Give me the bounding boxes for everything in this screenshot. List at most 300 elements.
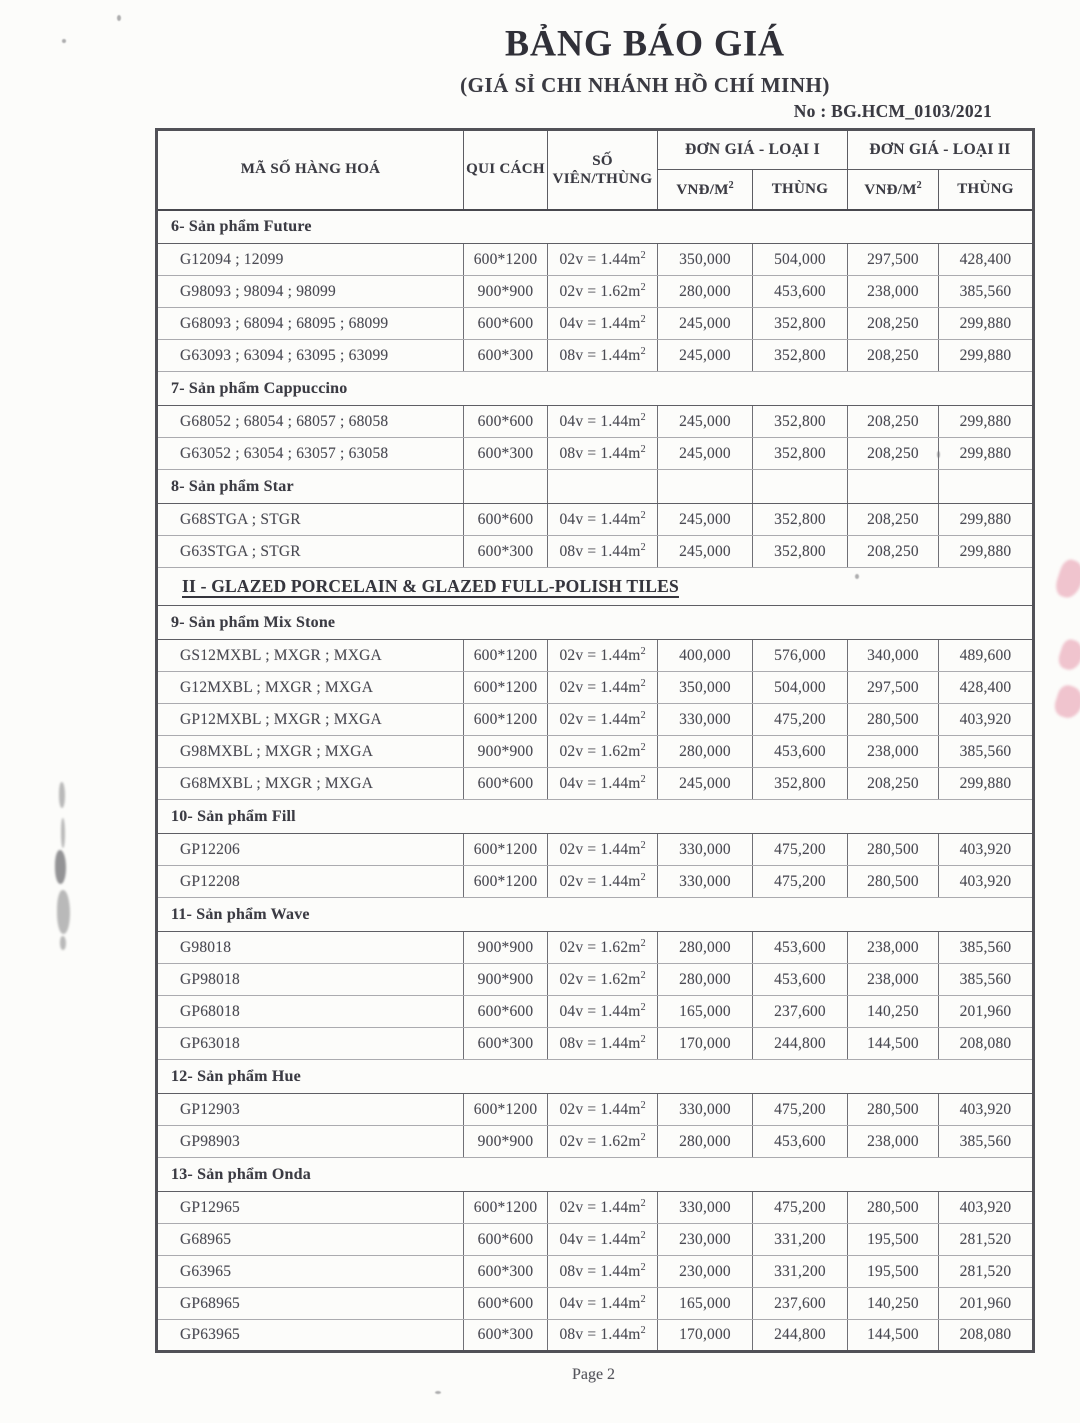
pieces-value: 08v = 1.44m (559, 1326, 641, 1344)
price-type1-box-cell: 331,200 (753, 1256, 848, 1288)
pieces-value: 02v = 1.44m (559, 647, 641, 665)
price-type2-m2-cell: 208,250 (848, 438, 939, 470)
pieces-value: 02v = 1.44m (559, 841, 641, 859)
price-type1-box-cell: 352,800 (753, 768, 848, 800)
price-type2-m2-cell: 144,500 (848, 1028, 939, 1060)
price-type2-box-cell: 281,520 (939, 1256, 1034, 1288)
table-row (157, 1288, 1034, 1320)
pieces-value: 08v = 1.44m (559, 347, 641, 365)
superscript-2: 2 (640, 871, 646, 883)
table-row (157, 996, 1034, 1028)
spec-cell: 600*1200 (464, 244, 548, 276)
spec-cell: 600*300 (464, 340, 548, 372)
superscript-2: 2 (640, 677, 646, 689)
pieces-value: 08v = 1.44m (559, 1263, 641, 1281)
pieces-value: 02v = 1.62m (559, 283, 641, 301)
table-row (157, 438, 1034, 470)
table-row (157, 640, 1034, 672)
price-type2-m2-cell: 280,500 (848, 1094, 939, 1126)
section-label-cell (157, 898, 1034, 932)
pieces-cell (548, 276, 658, 308)
superscript-2: 2 (640, 1229, 646, 1241)
superscript-2: 2 (640, 281, 646, 293)
pieces-cell (548, 340, 658, 372)
pieces-value: 04v = 1.44m (559, 775, 641, 793)
section-row (157, 568, 1034, 606)
price-type2-box-cell: 403,920 (939, 1192, 1034, 1224)
product-code-cell: GP12206 (157, 834, 464, 866)
price-type2-box-cell: 299,880 (939, 536, 1034, 568)
price-table-body (157, 210, 1034, 1352)
price-type1-m2-cell: 330,000 (658, 834, 753, 866)
table-row (157, 704, 1034, 736)
pieces-cell (548, 1224, 658, 1256)
price-type1-m2-cell: 350,000 (658, 672, 753, 704)
section-row (157, 210, 1034, 244)
price-type1-box-cell: 475,200 (753, 704, 848, 736)
price-type2-box-cell: 385,560 (939, 964, 1034, 996)
unit-label: VNĐ/M (676, 181, 729, 198)
price-type2-box-cell: 299,880 (939, 308, 1034, 340)
price-type1-box-cell: 352,800 (753, 340, 848, 372)
price-type1-box-cell: 475,200 (753, 1192, 848, 1224)
price-type1-box-cell: 453,600 (753, 276, 848, 308)
table-row (157, 1028, 1034, 1060)
product-code-cell: G63965 (157, 1256, 464, 1288)
pieces-value: 04v = 1.44m (559, 315, 641, 333)
price-type2-m2-cell: 238,000 (848, 736, 939, 768)
pieces-header-line2: VIÊN/THÙNG (552, 170, 653, 187)
product-code-cell: G63STGA ; STGR (157, 536, 464, 568)
spec-cell: 600*300 (464, 536, 548, 568)
superscript-2: 2 (640, 969, 646, 981)
price-type2-box-cell: 299,880 (939, 438, 1034, 470)
price-type2-m2-cell: 238,000 (848, 1126, 939, 1158)
pieces-cell (548, 1256, 658, 1288)
superscript-2: 2 (640, 839, 646, 851)
scan-smudge (61, 818, 65, 848)
price-type2-box-cell: 385,560 (939, 736, 1034, 768)
spec-cell: 600*1200 (464, 1192, 548, 1224)
price-type2-m2-cell: 280,500 (848, 704, 939, 736)
superscript-2: 2 (640, 249, 646, 261)
col-header-box-type2: THÙNG (939, 170, 1034, 210)
product-code-cell: GP98903 (157, 1126, 464, 1158)
pieces-value: 08v = 1.44m (559, 1035, 641, 1053)
pieces-cell (548, 736, 658, 768)
superscript-2: 2 (640, 1293, 646, 1305)
pieces-cell (548, 406, 658, 438)
product-code-cell: GP68965 (157, 1288, 464, 1320)
price-type1-box-cell: 237,600 (753, 996, 848, 1028)
product-code-cell: GP63018 (157, 1028, 464, 1060)
scan-smudge (57, 890, 70, 934)
section-label-text: 7- Sản phẩm Cappuccino (171, 379, 348, 397)
superscript-2: 2 (640, 541, 646, 553)
price-type1-m2-cell: 330,000 (658, 1094, 753, 1126)
price-type1-box-cell: 453,600 (753, 736, 848, 768)
pieces-cell (548, 1028, 658, 1060)
price-type2-m2-cell: 208,250 (848, 308, 939, 340)
product-code-cell: G12MXBL ; MXGR ; MXGA (157, 672, 464, 704)
section-label-cell (157, 800, 1034, 834)
section-row (157, 372, 1034, 406)
price-type2-m2-cell: 144,500 (848, 1320, 939, 1352)
empty-cell (753, 470, 848, 504)
table-row (157, 536, 1034, 568)
superscript-2: 2 (640, 1033, 646, 1045)
table-row (157, 768, 1034, 800)
price-type2-box-cell: 201,960 (939, 1288, 1034, 1320)
spec-cell: 600*1200 (464, 704, 548, 736)
spec-cell: 600*600 (464, 406, 548, 438)
col-header-vnd-per-m2-type2 (848, 170, 939, 210)
pieces-value: 08v = 1.44m (559, 543, 641, 561)
superscript-2: 2 (916, 179, 922, 191)
product-code-cell: G12094 ; 12099 (157, 244, 464, 276)
pieces-cell (548, 996, 658, 1028)
scan-pink-mark (1056, 637, 1080, 672)
page-number: Page 2 (571, 1366, 616, 1383)
col-group-unit-price-type2: ĐƠN GIÁ - LOẠI II (848, 130, 1034, 170)
pieces-cell (548, 964, 658, 996)
section-label-text: 12- Sản phẩm Hue (171, 1067, 301, 1085)
col-group-unit-price-type1: ĐƠN GIÁ - LOẠI I (658, 130, 848, 170)
section-row (157, 606, 1034, 640)
unit-label: VNĐ/M (864, 181, 917, 198)
pieces-header-line1: SỐ (592, 152, 613, 169)
section-label-text: 10- Sản phẩm Fill (171, 807, 296, 825)
product-code-cell: G68093 ; 68094 ; 68095 ; 68099 (157, 308, 464, 340)
price-type1-box-cell: 237,600 (753, 1288, 848, 1320)
spec-cell: 600*1200 (464, 672, 548, 704)
section-label-text: 13- Sản phẩm Onda (171, 1165, 311, 1183)
page-title: BẢNG BÁO GIÁ (504, 22, 786, 64)
scan-smudge (60, 936, 66, 950)
superscript-2: 2 (640, 509, 646, 521)
pieces-value: 02v = 1.44m (559, 1101, 641, 1119)
price-type1-m2-cell: 170,000 (658, 1320, 753, 1352)
price-type1-box-cell: 331,200 (753, 1224, 848, 1256)
scan-speck (117, 15, 121, 21)
product-code-cell: G98093 ; 98094 ; 98099 (157, 276, 464, 308)
price-type1-box-cell: 475,200 (753, 866, 848, 898)
pieces-cell (548, 244, 658, 276)
price-type2-box-cell: 299,880 (939, 768, 1034, 800)
table-row (157, 1224, 1034, 1256)
price-type1-m2-cell: 245,000 (658, 308, 753, 340)
pieces-cell (548, 672, 658, 704)
price-type1-box-cell: 576,000 (753, 640, 848, 672)
spec-cell: 900*900 (464, 964, 548, 996)
price-type1-m2-cell: 400,000 (658, 640, 753, 672)
scan-pink-mark (1052, 683, 1080, 721)
product-code-cell: GP12MXBL ; MXGR ; MXGA (157, 704, 464, 736)
section-label-cell (157, 1158, 1034, 1192)
price-type2-m2-cell: 140,250 (848, 996, 939, 1028)
product-code-cell: GS12MXBL ; MXGR ; MXGA (157, 640, 464, 672)
col-header-product-code: MÃ SỐ HÀNG HOÁ (157, 130, 464, 210)
table-row (157, 1094, 1034, 1126)
scan-speck (435, 1391, 441, 1394)
table-row (157, 1126, 1034, 1158)
scan-pink-mark (1053, 557, 1080, 601)
product-code-cell: G98MXBL ; MXGR ; MXGA (157, 736, 464, 768)
price-table-wrapper (155, 128, 1032, 1353)
pieces-cell (548, 536, 658, 568)
section-label-text: 11- Sản phẩm Wave (171, 905, 310, 923)
price-type2-m2-cell: 140,250 (848, 1288, 939, 1320)
spec-cell: 600*600 (464, 768, 548, 800)
col-header-box-type1: THÙNG (753, 170, 848, 210)
price-type2-m2-cell: 297,500 (848, 672, 939, 704)
price-type1-box-cell: 504,000 (753, 672, 848, 704)
col-header-spec: QUI CÁCH (464, 130, 548, 210)
price-type1-box-cell: 244,800 (753, 1320, 848, 1352)
spec-cell: 600*300 (464, 438, 548, 470)
section-label-cell (157, 372, 1034, 406)
pieces-cell (548, 438, 658, 470)
price-type2-box-cell: 299,880 (939, 504, 1034, 536)
price-type2-m2-cell: 208,250 (848, 768, 939, 800)
spec-cell: 600*300 (464, 1028, 548, 1060)
price-type1-m2-cell: 280,000 (658, 932, 753, 964)
superscript-2: 2 (640, 1197, 646, 1209)
pieces-value: 02v = 1.44m (559, 873, 641, 891)
price-type1-box-cell: 352,800 (753, 504, 848, 536)
table-row (157, 672, 1034, 704)
price-type1-box-cell: 352,800 (753, 536, 848, 568)
price-type2-box-cell: 428,400 (939, 244, 1034, 276)
superscript-2: 2 (640, 1261, 646, 1273)
superscript-2: 2 (728, 179, 734, 191)
price-type1-box-cell: 453,600 (753, 932, 848, 964)
product-code-cell: G63093 ; 63094 ; 63095 ; 63099 (157, 340, 464, 372)
price-type1-box-cell: 352,800 (753, 438, 848, 470)
section-row (157, 1060, 1034, 1094)
empty-cell (848, 470, 939, 504)
product-code-cell: GP68018 (157, 996, 464, 1028)
section-row (157, 800, 1034, 834)
spec-cell: 900*900 (464, 276, 548, 308)
price-type1-m2-cell: 350,000 (658, 244, 753, 276)
spec-cell: 600*600 (464, 1288, 548, 1320)
empty-cell (548, 470, 658, 504)
price-type1-m2-cell: 330,000 (658, 866, 753, 898)
table-row (157, 834, 1034, 866)
table-row (157, 308, 1034, 340)
price-type2-m2-cell: 208,250 (848, 340, 939, 372)
price-type1-box-cell: 244,800 (753, 1028, 848, 1060)
price-type2-box-cell: 489,600 (939, 640, 1034, 672)
superscript-2: 2 (640, 1099, 646, 1111)
scan-smudge (59, 782, 65, 808)
price-table (155, 128, 1035, 1353)
spec-cell: 900*900 (464, 932, 548, 964)
table-row (157, 736, 1034, 768)
price-type2-box-cell: 403,920 (939, 704, 1034, 736)
section-label-cell: 8- Sản phẩm Star (157, 470, 464, 504)
table-row (157, 244, 1034, 276)
pieces-cell (548, 704, 658, 736)
table-row (157, 406, 1034, 438)
pieces-value: 02v = 1.44m (559, 679, 641, 697)
price-type2-box-cell: 299,880 (939, 406, 1034, 438)
pieces-value: 02v = 1.44m (559, 251, 641, 269)
price-type1-m2-cell: 280,000 (658, 736, 753, 768)
product-code-cell: G63052 ; 63054 ; 63057 ; 63058 (157, 438, 464, 470)
pieces-cell (548, 1320, 658, 1352)
superscript-2: 2 (640, 1131, 646, 1143)
price-type2-box-cell: 385,560 (939, 932, 1034, 964)
superscript-2: 2 (640, 1325, 646, 1337)
pieces-cell (548, 1288, 658, 1320)
price-type1-m2-cell: 170,000 (658, 1028, 753, 1060)
price-type1-m2-cell: 230,000 (658, 1256, 753, 1288)
price-type2-box-cell: 428,400 (939, 672, 1034, 704)
section-label-text: 6- Sản phẩm Future (171, 217, 312, 235)
pieces-value: 02v = 1.62m (559, 1133, 641, 1151)
pieces-cell (548, 1094, 658, 1126)
price-type2-m2-cell: 297,500 (848, 244, 939, 276)
product-code-cell: GP12208 (157, 866, 464, 898)
price-type1-box-cell: 475,200 (753, 834, 848, 866)
pieces-cell (548, 1126, 658, 1158)
price-type1-m2-cell: 280,000 (658, 1126, 753, 1158)
price-type2-m2-cell: 208,250 (848, 504, 939, 536)
price-type2-m2-cell: 208,250 (848, 406, 939, 438)
document-number: No : BG.HCM_0103/2021 (793, 101, 992, 121)
pieces-cell (548, 866, 658, 898)
spec-cell: 600*1200 (464, 1094, 548, 1126)
price-type1-m2-cell: 245,000 (658, 340, 753, 372)
price-type2-m2-cell: 238,000 (848, 276, 939, 308)
spec-cell: 600*600 (464, 996, 548, 1028)
section-label-cell (157, 1060, 1034, 1094)
price-type1-box-cell: 352,800 (753, 406, 848, 438)
section-label-cell (157, 606, 1034, 640)
pieces-value: 04v = 1.44m (559, 511, 641, 529)
price-type1-box-cell: 475,200 (753, 1094, 848, 1126)
section-label-cell (157, 210, 1034, 244)
pieces-cell (548, 640, 658, 672)
product-code-cell: G68MXBL ; MXGR ; MXGA (157, 768, 464, 800)
spec-cell: 600*1200 (464, 866, 548, 898)
price-type1-m2-cell: 230,000 (658, 1224, 753, 1256)
price-type2-m2-cell: 238,000 (848, 964, 939, 996)
price-type2-box-cell: 281,520 (939, 1224, 1034, 1256)
superscript-2: 2 (640, 645, 646, 657)
product-code-cell: GP63965 (157, 1320, 464, 1352)
table-row (157, 276, 1034, 308)
section-row (157, 470, 1034, 504)
price-type1-box-cell: 352,800 (753, 308, 848, 340)
spec-cell: 900*900 (464, 736, 548, 768)
table-row (157, 964, 1034, 996)
group-title-text: II - GLAZED PORCELAIN & GLAZED FULL-POLISH TILES (182, 576, 679, 596)
price-type1-box-cell: 504,000 (753, 244, 848, 276)
pieces-value: 02v = 1.62m (559, 939, 641, 957)
pieces-cell (548, 768, 658, 800)
price-type2-m2-cell: 340,000 (848, 640, 939, 672)
table-row (157, 1256, 1034, 1288)
price-type1-m2-cell: 165,000 (658, 996, 753, 1028)
section-label-text: 9- Sản phẩm Mix Stone (171, 613, 336, 631)
superscript-2: 2 (640, 411, 646, 423)
superscript-2: 2 (640, 1001, 646, 1013)
price-type1-m2-cell: 245,000 (658, 768, 753, 800)
product-code-cell: GP12903 (157, 1094, 464, 1126)
price-type1-m2-cell: 245,000 (658, 536, 753, 568)
table-row (157, 1192, 1034, 1224)
superscript-2: 2 (640, 345, 646, 357)
product-code-cell: G68052 ; 68054 ; 68057 ; 68058 (157, 406, 464, 438)
product-code-cell: G98018 (157, 932, 464, 964)
pieces-cell (548, 932, 658, 964)
superscript-2: 2 (640, 937, 646, 949)
table-row (157, 932, 1034, 964)
empty-cell (464, 470, 548, 504)
price-type2-m2-cell: 238,000 (848, 932, 939, 964)
product-code-cell: G68965 (157, 1224, 464, 1256)
col-header-vnd-per-m2-type1 (658, 170, 753, 210)
section-row (157, 898, 1034, 932)
section-row (157, 1158, 1034, 1192)
pieces-cell (548, 308, 658, 340)
superscript-2: 2 (640, 741, 646, 753)
price-type1-box-cell: 453,600 (753, 1126, 848, 1158)
scan-smudge (55, 850, 66, 884)
spec-cell: 900*900 (464, 1126, 548, 1158)
price-type2-m2-cell: 280,500 (848, 1192, 939, 1224)
superscript-2: 2 (640, 443, 646, 455)
price-type1-box-cell: 453,600 (753, 964, 848, 996)
document-header (205, 22, 1080, 98)
pieces-value: 04v = 1.44m (559, 1231, 641, 1249)
pieces-value: 02v = 1.44m (559, 1199, 641, 1217)
price-type2-m2-cell: 195,500 (848, 1224, 939, 1256)
scan-speck (62, 39, 66, 43)
pieces-cell (548, 504, 658, 536)
table-row (157, 340, 1034, 372)
table-row (157, 1320, 1034, 1352)
price-type1-m2-cell: 330,000 (658, 704, 753, 736)
pieces-cell (548, 834, 658, 866)
price-type2-box-cell: 385,560 (939, 276, 1034, 308)
pieces-value: 02v = 1.62m (559, 743, 641, 761)
pieces-value: 04v = 1.44m (559, 413, 641, 431)
price-type1-m2-cell: 245,000 (658, 504, 753, 536)
spec-cell: 600*300 (464, 1256, 548, 1288)
pieces-value: 04v = 1.44m (559, 1295, 641, 1313)
price-type2-box-cell: 403,920 (939, 834, 1034, 866)
spec-cell: 600*300 (464, 1320, 548, 1352)
price-type2-box-cell: 403,920 (939, 1094, 1034, 1126)
product-code-cell: GP98018 (157, 964, 464, 996)
spec-cell: 600*1200 (464, 834, 548, 866)
spec-cell: 600*600 (464, 308, 548, 340)
price-type2-m2-cell: 195,500 (848, 1256, 939, 1288)
price-type1-m2-cell: 165,000 (658, 1288, 753, 1320)
spec-cell: 600*600 (464, 1224, 548, 1256)
price-type2-m2-cell: 208,250 (848, 536, 939, 568)
spec-cell: 600*1200 (464, 640, 548, 672)
group-title-cell (157, 568, 1034, 606)
pieces-cell (548, 1192, 658, 1224)
price-type2-box-cell: 201,960 (939, 996, 1034, 1028)
product-code-cell: GP12965 (157, 1192, 464, 1224)
price-table-head (157, 130, 1034, 210)
